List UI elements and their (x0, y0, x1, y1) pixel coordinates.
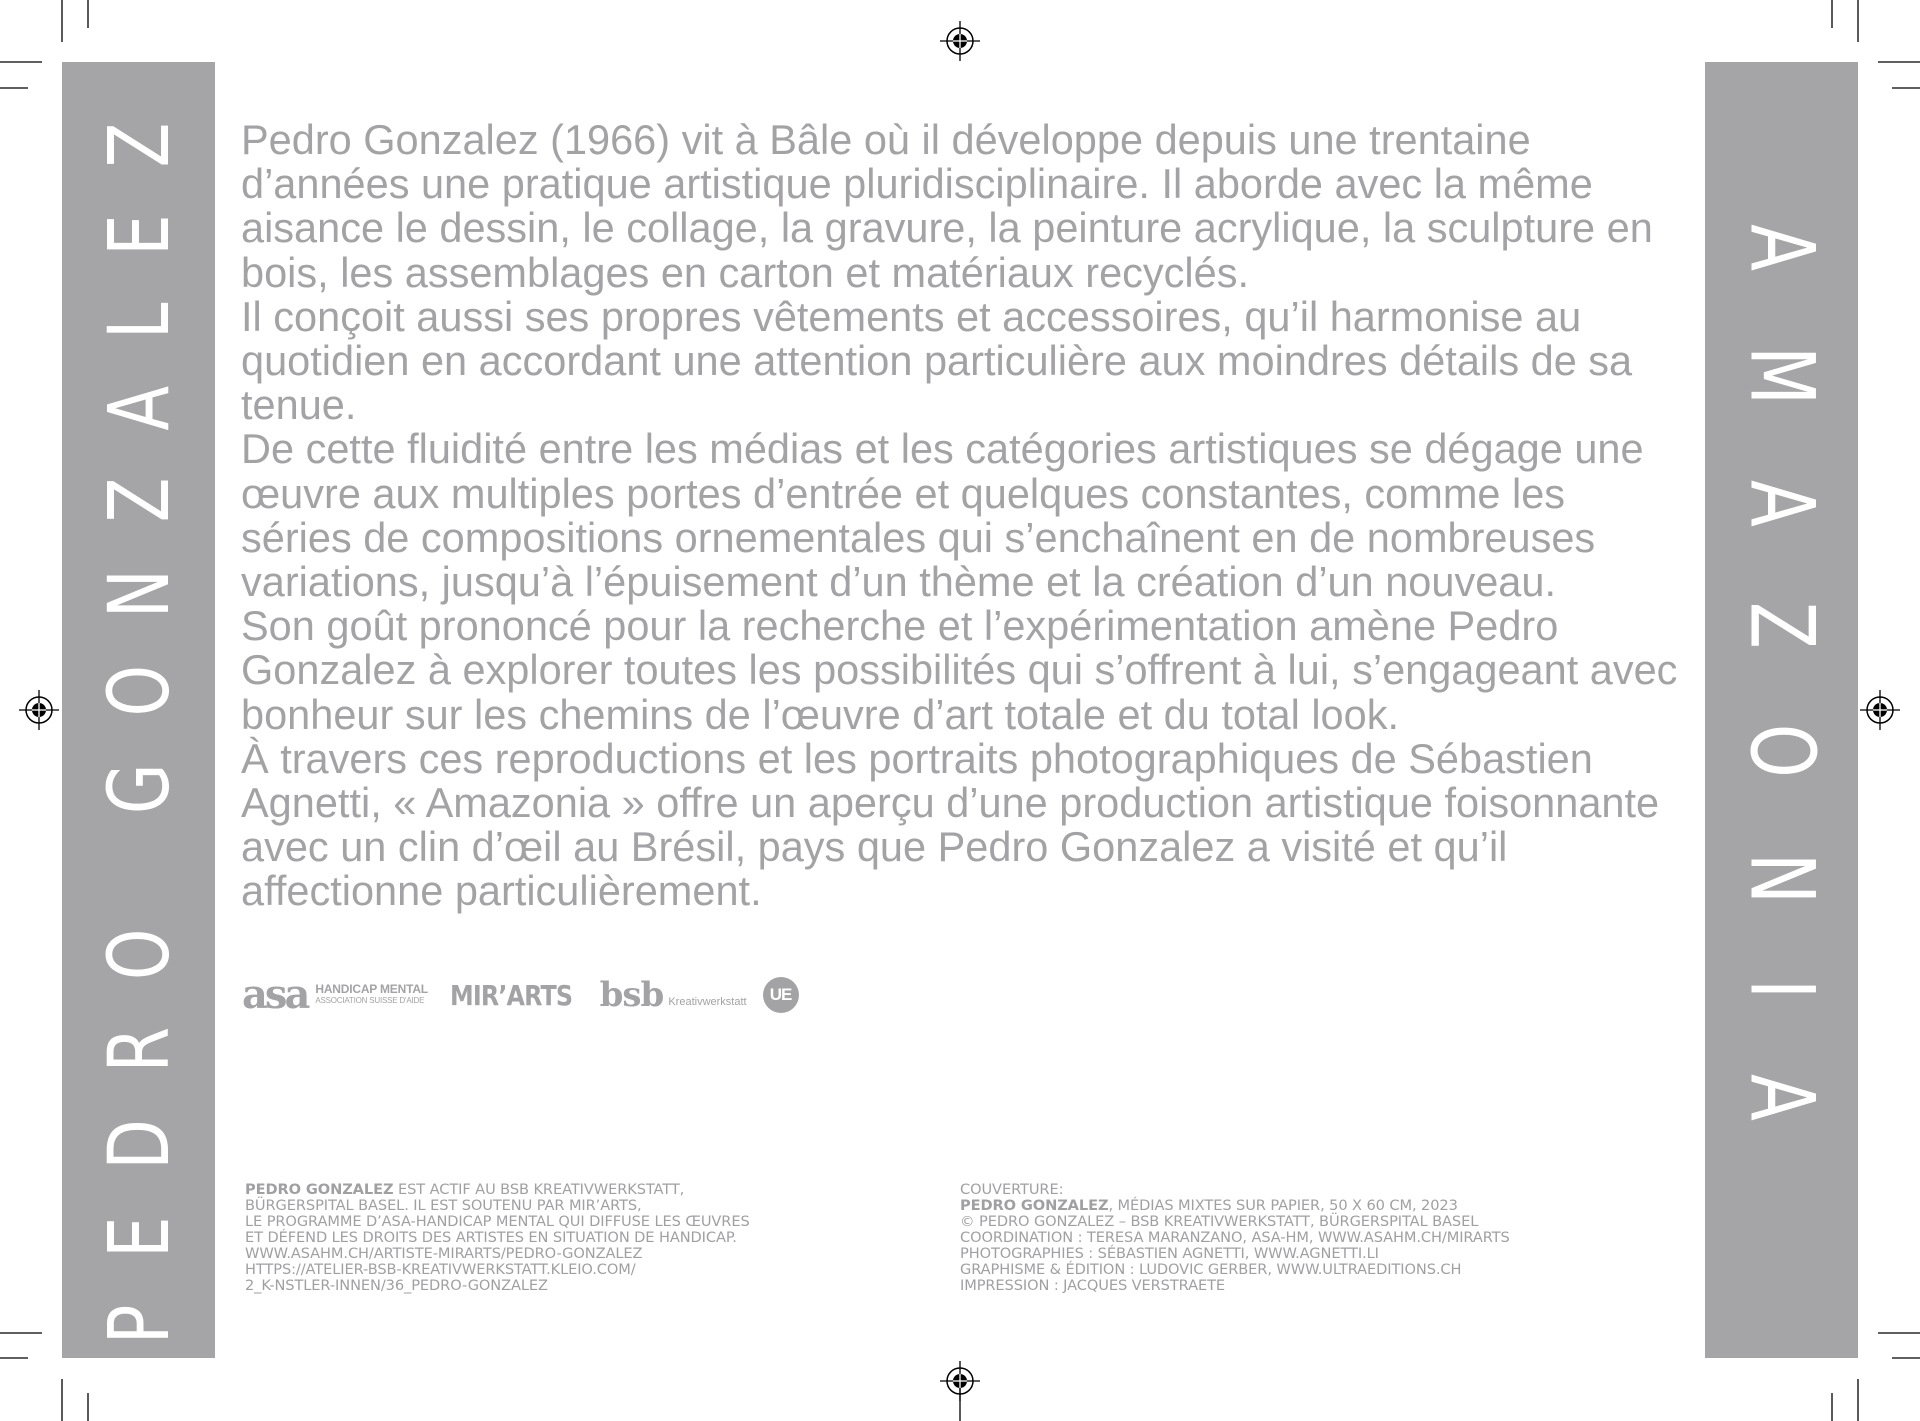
registration-mark-bottom (940, 1361, 980, 1401)
ue-logo: UE (763, 977, 799, 1013)
asa-logo-line1: HANDICAP MENTAL (315, 982, 428, 996)
mirarts-logo: MIR’ARTS (449, 978, 573, 1012)
artist-name-vertical: PEDRO GONZALEZ (89, 75, 188, 1345)
colophon-left-line-1 (245, 1182, 865, 1198)
registration-mark-top (940, 21, 980, 61)
colophon-left (245, 1182, 865, 1294)
bsb-logo (599, 975, 747, 1015)
colophon-right-line-2-rest: , MÉDIAS MIXTES SUR PAPIER, 50 X 60 CM, 2023 (1108, 1197, 1458, 1214)
colophon-left-line-2: BÜRGERSPITAL BASEL. IL EST SOUTENU PAR MIR’ARTS, (245, 1197, 642, 1214)
asa-logo (242, 971, 428, 1018)
registration-mark-left (19, 690, 59, 730)
colophon-left-line-4: ET DÉFEND LES DROITS DES ARTISTES EN SITUATION DE HANDICAP. (245, 1229, 737, 1246)
colophon-right-line-7: IMPRESSION : JACQUES VERSTRAETE (960, 1277, 1226, 1294)
colophon-right-line-5: PHOTOGRAPHIES : SÉBASTIEN AGNETTI, WWW.AGNETTI.LI (960, 1245, 1379, 1262)
colophon-left-line-1-rest: EST ACTIF AU BSB KREATIVWERKSTATT, (393, 1181, 685, 1198)
colophon-right (960, 1182, 1600, 1294)
colophon-left-line-7: 2_K-NSTLER-INNEN/36_PEDRO-GONZALEZ (245, 1277, 548, 1294)
paragraph-2: Il conçoit aussi ses propres vêtements et accessoires, qu’il harmonise au quotidien en accordant une attention particulière aux moindres détails de sa tenue. (241, 292, 1633, 429)
paragraph-5: À travers ces reproductions et les portraits photographiques de Sébastien Agnetti, « Amazonia » offre un aperçu d’une production artistique foisonnante avec un clin d’œil au Brésil, pays que Pedro Gonzalez a visité et qu’il affectionne particulièrement. (241, 734, 1660, 915)
colophon-right-line-1: COUVERTURE: (960, 1181, 1064, 1198)
colophon-right-line-6: GRAPHISME & ÉDITION : LUDOVIC GERBER, WWW.ULTRAEDITIONS.CH (960, 1261, 1462, 1278)
right-title-band (1705, 62, 1858, 1358)
left-title-band (62, 62, 215, 1358)
main-text (241, 118, 1681, 914)
bsb-logo-subtitle: Kreativwerkstatt (668, 996, 747, 1008)
registration-mark-right (1860, 690, 1900, 730)
paragraph-1: Pedro Gonzalez (1966) vit à Bâle où il développe depuis une trentaine d’années une pratique artistique pluridisciplinaire. Il aborde avec la même aisance le dessin, le collage, la gravure, la peinture acrylique, la sculpture en bois, les assemblages en carton et matériaux recyclés. (241, 116, 1653, 296)
colophon-right-line-2 (960, 1198, 1600, 1214)
exhibition-title-vertical: AMAZONIA (1730, 224, 1833, 1196)
colophon-left-line-3: LE PROGRAMME D’ASA-HANDICAP MENTAL QUI DIFFUSE LES ŒUVRES (245, 1213, 750, 1230)
asa-logo-line2: ASSOCIATION SUISSE D'AIDE (315, 996, 425, 1005)
bsb-logo-mark: bsb (599, 975, 664, 1015)
asa-logo-subtitle (315, 983, 428, 1007)
colophon-left-line-6: HTTPS://ATELIER-BSB-KREATIVWERKSTATT.KLEIO.COM/ (245, 1261, 636, 1278)
paragraph-4: Son goût prononcé pour la recherche et l’expérimentation amène Pedro Gonzalez à explorer toutes les possibilités qui s’offrent à lui, s’engageant avec bonheur sur les chemins de l’œuvre d’art totale et du total look. (241, 602, 1678, 738)
asa-logo-mark: asa (242, 971, 308, 1018)
cover-artist-bold: PEDRO GONZALEZ (960, 1197, 1109, 1214)
colophon-right-line-4: COORDINATION : TERESA MARANZANO, ASA-HM, WWW.ASAHM.CH/MIRARTS (960, 1229, 1510, 1246)
partner-logos (242, 970, 799, 1020)
artist-name-bold: PEDRO GONZALEZ (245, 1181, 394, 1198)
colophon-left-line-5: WWW.ASAHM.CH/ARTISTE-MIRARTS/PEDRO-GONZALEZ (245, 1245, 643, 1262)
paragraph-3: De cette fluidité entre les médias et les catégories artistiques se dégage une œuvre aux multiples portes d’entrée et quelques constantes, comme les séries de compositions ornementales qui s’enchaînent en de nombreuses variations, jusqu’à l’épuisement d’un thème et la création d’un nouveau. (241, 425, 1644, 606)
colophon-right-line-3: © PEDRO GONZALEZ – BSB KREATIVWERKSTATT, BÜRGERSPITAL BASEL (960, 1213, 1479, 1230)
